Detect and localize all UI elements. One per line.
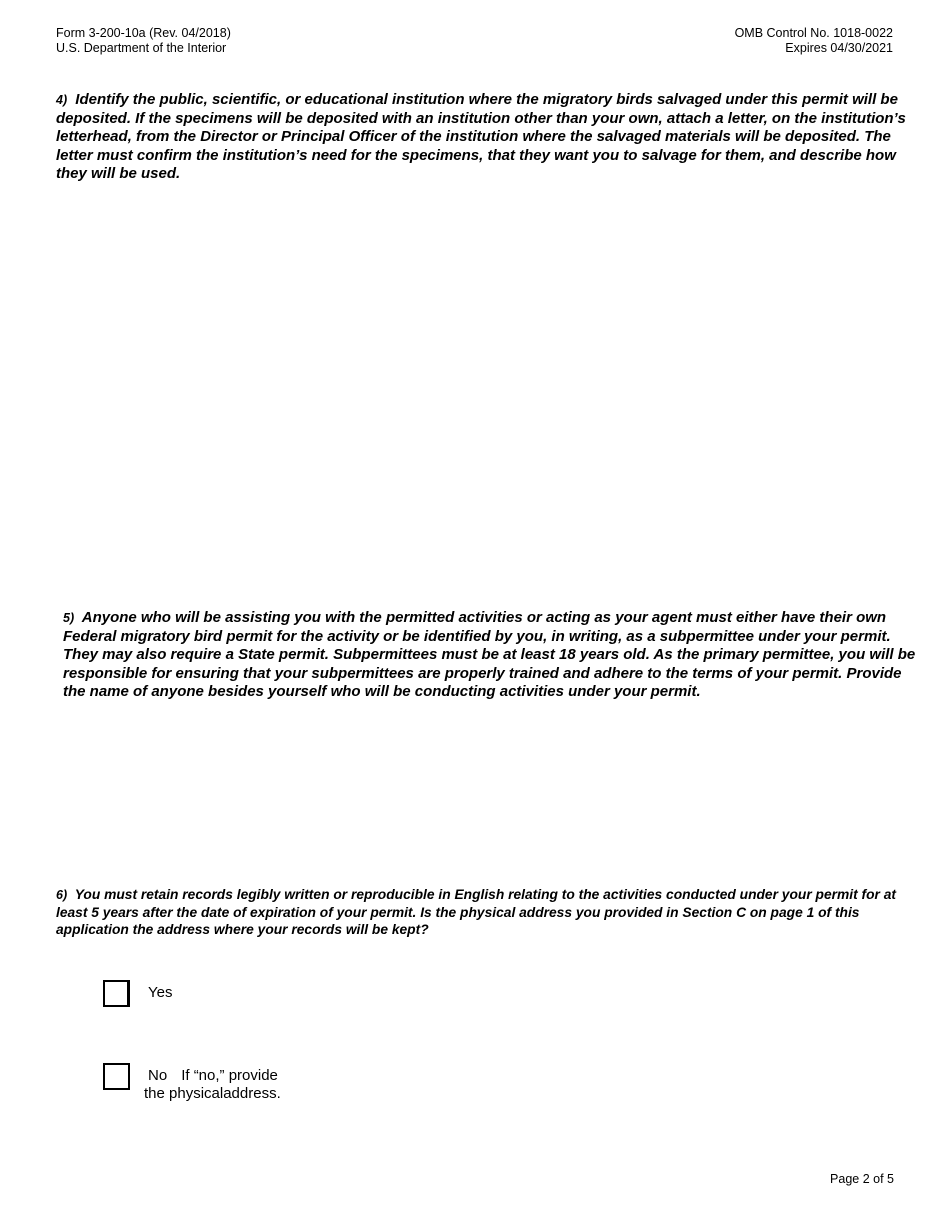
yes-checkbox[interactable] bbox=[103, 980, 130, 1007]
question-text: You must retain records legibly written or reproducible in English relating to the activities conducted under your permit for at least 5 years after the date of expiration of your permit. Is the physical address you provided in Section C on page 1 of this application the address where your records will be kept? bbox=[56, 887, 897, 937]
expiration-date: Expires 04/30/2021 bbox=[785, 41, 893, 55]
form-header-left bbox=[56, 26, 231, 56]
form-header-right bbox=[735, 26, 893, 56]
question-4 bbox=[56, 91, 906, 184]
yes-label: Yes bbox=[148, 984, 173, 1001]
question-number: 6) bbox=[56, 888, 68, 902]
question-5 bbox=[63, 609, 919, 702]
question-number: 4) bbox=[56, 93, 68, 107]
question-6 bbox=[56, 886, 916, 938]
department-name: U.S. Department of the Interior bbox=[56, 41, 227, 55]
no-instruction-line-2: the physicaladdress. bbox=[144, 1085, 281, 1102]
question-text: Identify the public, scientific, or educational institution where the migratory birds salvaged under this permit will be deposited. If the specimens will be deposited with an institution other than your own, attach a letter, on the institution’s letterhead, from the Director or Principal Officer of the institution where the salvaged materials will be deposited. The letter must confirm the institution’s need for the specimens, that they want you to salvage for them, and describe how they will be used. bbox=[56, 91, 906, 182]
question-number: 5) bbox=[63, 611, 75, 625]
no-instruction-line-1: If “no,” provide bbox=[181, 1067, 278, 1084]
no-checkbox[interactable] bbox=[103, 1063, 130, 1090]
no-option-line-1 bbox=[148, 1067, 278, 1085]
page-number: Page 2 of 5 bbox=[830, 1172, 894, 1186]
form-number: Form 3-200-10a (Rev. 04/2018) bbox=[56, 26, 231, 40]
omb-control-number: OMB Control No. 1018-0022 bbox=[734, 26, 893, 40]
question-text: Anyone who will be assisting you with the permitted activities or acting as your agent must either have their own Federal migratory bird permit for the activity or be identified by you, in writing, as a subpermittee under your permit. They may also require a State permit. Subpermittees must be at least 18 years old. As the primary permittee, you will be responsible for ensuring that your subpermittees are properly trained and adhere to the terms of your permit. Provide the name of anyone besides yourself who will be conducting activities under your permit. bbox=[63, 609, 916, 700]
no-label: No bbox=[148, 1067, 168, 1084]
